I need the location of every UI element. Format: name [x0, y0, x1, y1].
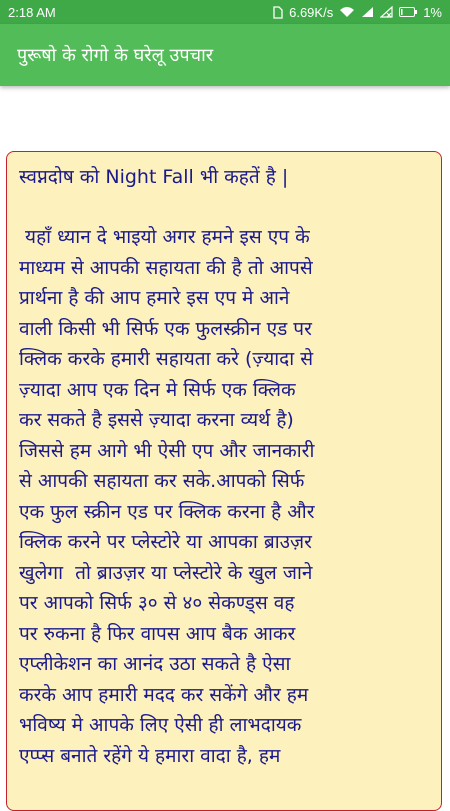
- signal-x-icon: [380, 6, 393, 18]
- battery-percent: 1%: [423, 4, 442, 20]
- status-bar: [0, 0, 450, 24]
- content-heading: स्वप्नदोष को Night Fall भी कहतें है |: [19, 166, 289, 188]
- wifi-icon: [339, 6, 355, 18]
- status-time: 2:18 AM: [8, 4, 56, 20]
- content-body: यहाँ ध्यान दे भाइयो अगर हमने इस एप के माध्यम से आपकी सहायता की है तो आपसे प्रार्थना है की आप हमारे इस एप मे आने वाली किसी भी सिर्फ एक फुलस्क्रीन एड पर क्लिक करके हमारी सहायता करे (ज़्यादा से ज़्यादा आप एक दिन मे सिर्फ एक क्लिक कर सकते है इससे ज़्यादा करना व्यर्थ है) जिससे हम आगे भी ऐसी एप और जानकारी से आपकी सहायता कर सके.आपको सिर्फ एक फुल स्क्रीन एड पर क्लिक करना है और क्लिक करने पर प्लेस्टोरे या आपका ब्राउज़र खुलेगा तो ब्राउज़र या प्लेस्टोरे के खुल जाने पर आपको सिर्फ ३० से ४० सेकण्ड्स वह पर रुकना है फिर वापस आप बैक आकर एप्लीकेशन का आनंद उठा सकते है ऐसा करके आप हमारी मदद कर सकेंगे और हम भविष्य मे आपके लिए ऐसी ही लाभदायक एप्प्स बनाते रहेंगे ये हमारा वादा है, हम: [19, 226, 315, 767]
- status-right-group: [273, 5, 442, 20]
- app-bar: [0, 24, 450, 86]
- network-speed: 6.69K/s: [289, 4, 334, 20]
- app-title: पुरूषो के रोगो के घरेलू उपचार: [17, 45, 214, 66]
- sim-icon: [273, 6, 283, 19]
- battery-icon: [399, 7, 417, 17]
- signal-icon: [361, 6, 374, 18]
- content-card: [6, 151, 442, 811]
